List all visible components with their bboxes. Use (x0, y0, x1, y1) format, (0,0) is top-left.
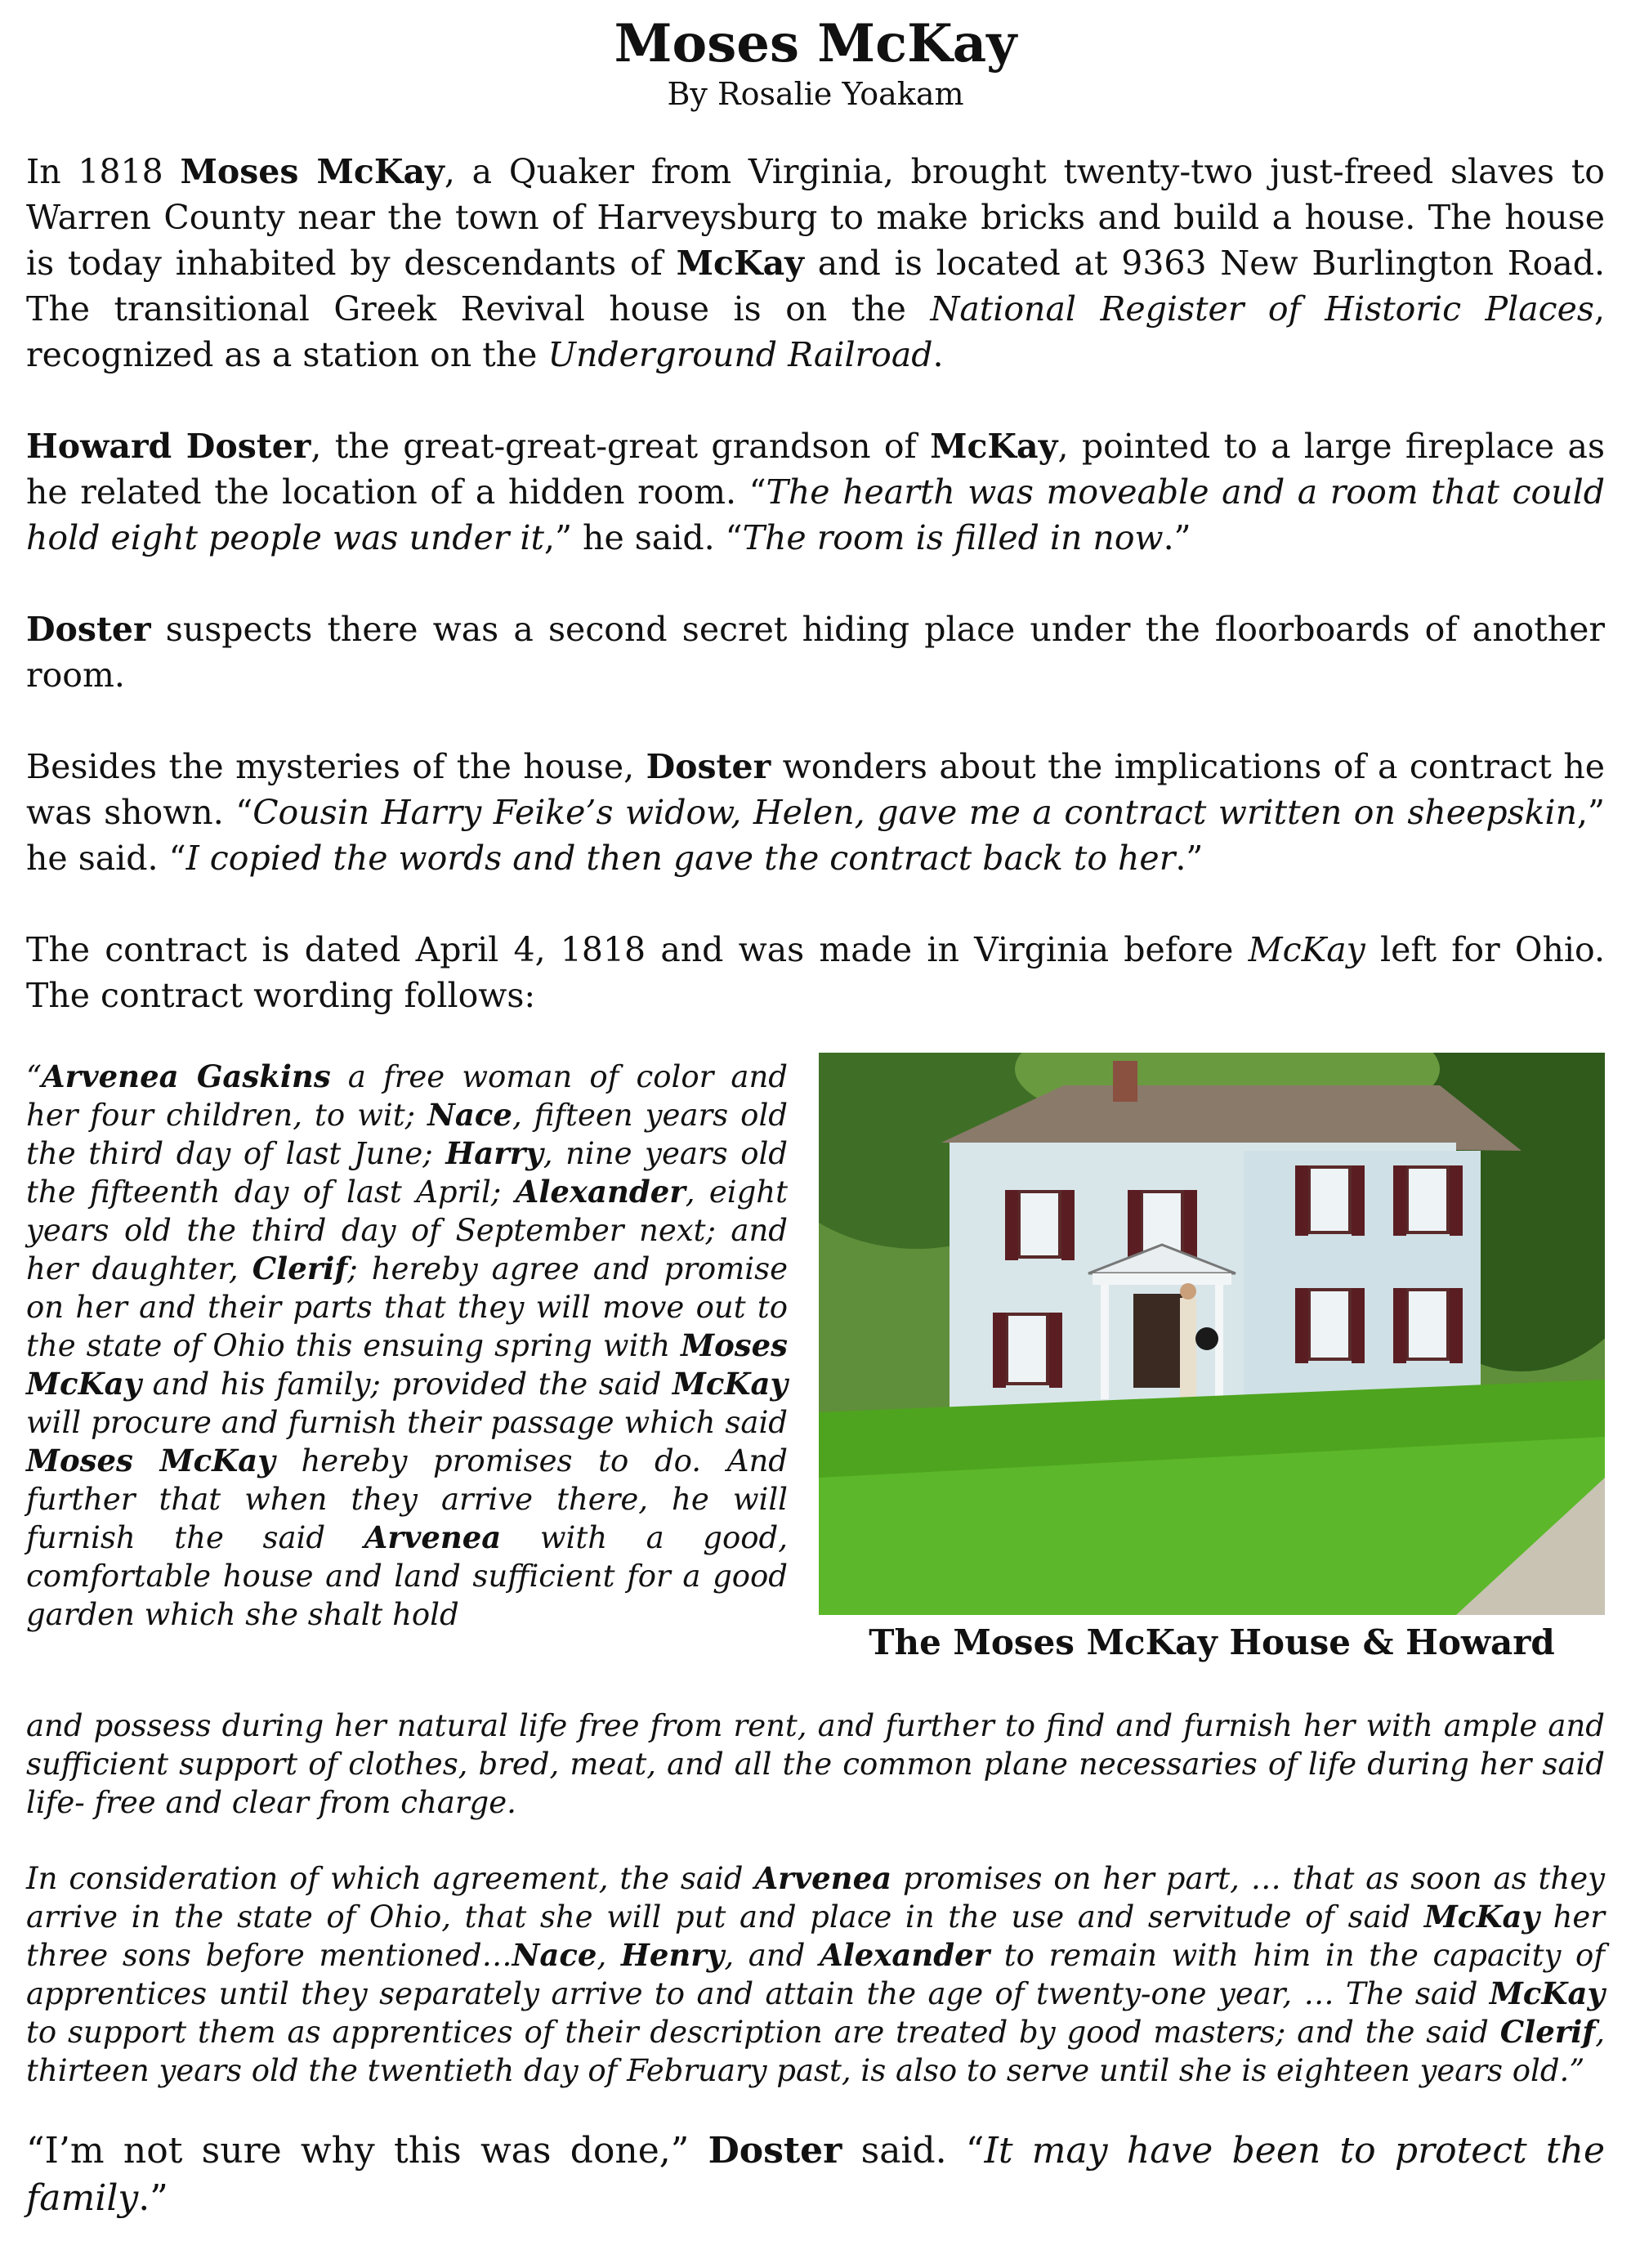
paragraph-3: Doster suspects there was a second secret hiding place under the floorboards of another room. (26, 610, 1605, 695)
contract-text: “Arvenea Gaskins a free woman of color and her four children, to wit; Nace, fifteen years old the third day of last June; Harry, nine years old the fifteenth day of last April; Alexander, eight years old the third day of September next; and her daughter, Clerif; hereby agree and promise on her and their parts that they will move out to the state of Ohio this ensuing spring with Moses McKay and his family; provided the said McKay will procure and furnish their passage which said Moses McKay hereby promises to do. And further that when they arrive there, he will furnish the said Arvenea with a good, comfortable house and land sufficient for a good garden which she shalt hold (26, 1058, 788, 1632)
contract-section (26, 1053, 1605, 1682)
photo-caption: The Moses McKay House & Howard (869, 1622, 1555, 1662)
photo-figure (819, 1053, 1605, 1666)
paragraph-5: The contract is dated April 4, 1818 and was made in Virginia before McKay left for Ohio. The contract wording follows: (26, 930, 1605, 1015)
byline: By Rosalie Yoakam (667, 76, 964, 112)
paragraph-6: “I’m not sure why this was done,” Doster said. “It may have been to protect the family.” (26, 2130, 1605, 2219)
house-photo (819, 1053, 1605, 1615)
paragraph-4: Besides the mysteries of the house, Doster wonders about the implications of a contract he was shown. “Cousin Harry Feike’s widow, Helen, gave me a contract written on sheepskin,” he said. “I copied the words and then gave the contract back to her.” (26, 747, 1605, 878)
contract-paragraph-2: In consideration of which agreement, the said Arvenea promises on her part, … that as soon as they arrive in the state of Ohio, that she will put and place in the use and servitude of said McKay her three sons before mentioned…Nace, Henry, and Alexander to remain with him in the capacity of apprentices until they separately arrive to and attain the age of twenty-one year, … The said McKay to support them as apprentices of their description are treated by good masters; and the said Clerif, thirteen years old the twentieth day of February past, is also to serve until she is eighteen years old.” (26, 1860, 1606, 2088)
article-title: Moses McKay (614, 13, 1017, 74)
paragraph-1: In 1818 Moses McKay, a Quaker from Virginia, brought twenty-two just-freed slaves to Warren County near the town of Harveysburg to make bricks and build a house. The house is today inhabited by descendants of McKay and is located at 9363 New Burlington Road. The transitional Greek Revival house is on the National Register of Historic Places, recognized as a station on the Underground Railroad. (26, 152, 1605, 374)
paragraph-2: Howard Doster, the great-great-great grandson of McKay, pointed to a large fireplace as he related the location of a hidden room. “The hearth was moveable and a room that could hold eight people was under it,” he said. “The room is filled in now.” (26, 427, 1605, 557)
contract-continuation: and possess during her natural life free from rent, and further to find and furnish her with ample and sufficient support of clothes, bred, meat, and all the common plane necessaries of life during her said life- free and clear from charge. (26, 1708, 1605, 1820)
article (26, 13, 1605, 2268)
